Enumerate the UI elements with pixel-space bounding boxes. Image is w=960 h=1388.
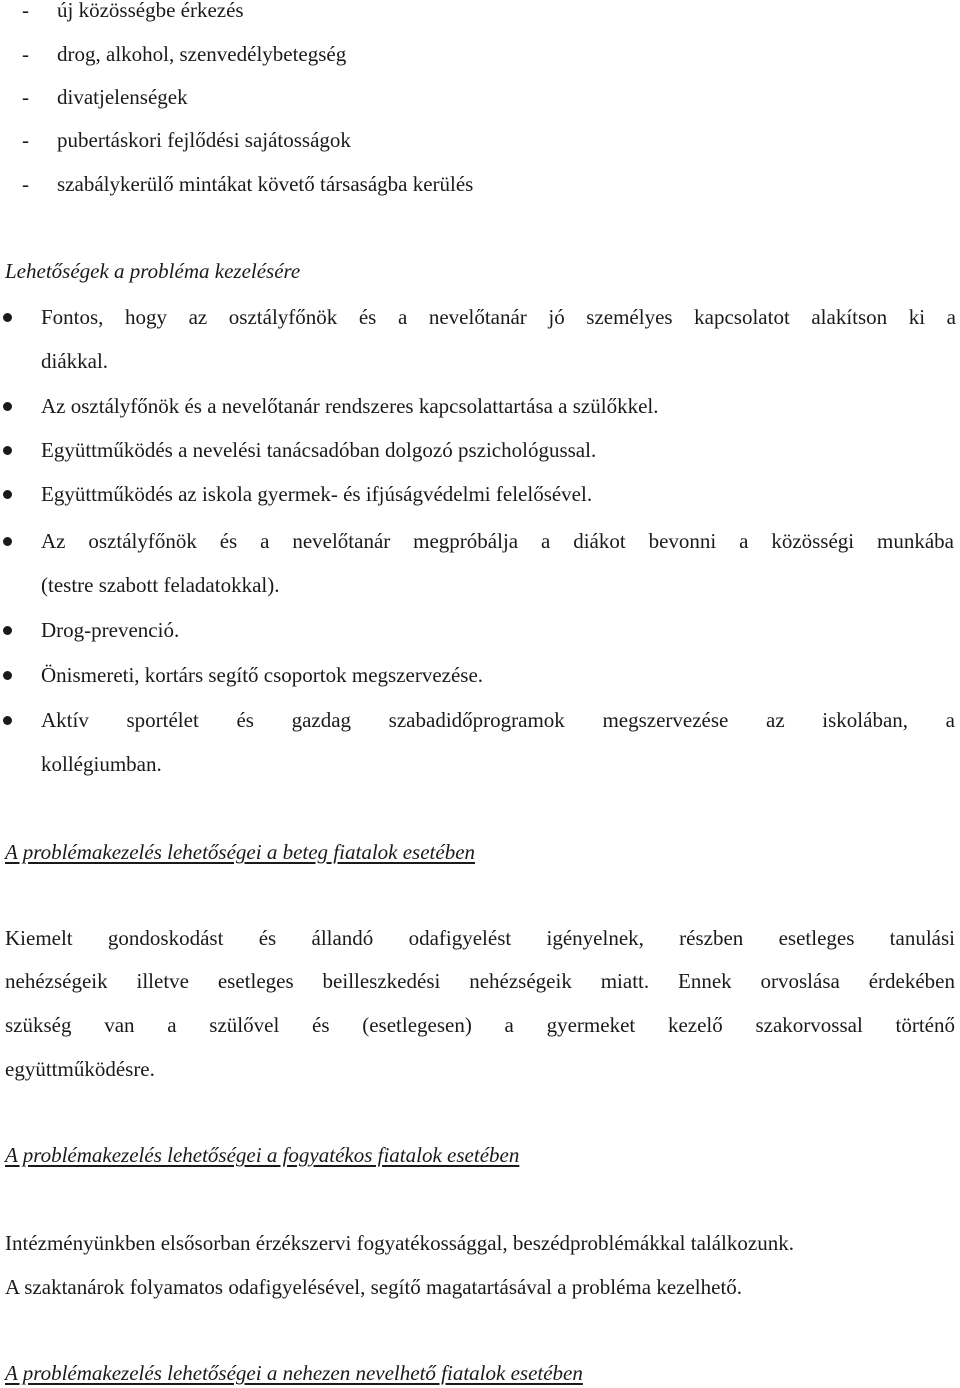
bullet-text: Együttműködés az iskola gyermek- és ifjúságvédelmi felelősével. xyxy=(41,482,593,506)
paragraph-line: szükség van a szülővel és (esetlegesen) a gyermeket kezelő szakorvossal történő xyxy=(5,1013,955,1037)
bullet-text-continued: diákkal. xyxy=(41,349,109,373)
bullet-text: Fontos, hogy az osztályfőnök és a nevelőtanár jó személyes kapcsolatot alakítson ki a xyxy=(41,305,956,329)
bullet-text: Önismereti, kortárs segítő csoportok megszervezése. xyxy=(41,663,484,687)
paragraph-line: együttműködésre. xyxy=(5,1057,155,1081)
bullet-icon xyxy=(3,671,12,680)
paragraph-line: A szaktanárok folyamatos odafigyelésével, segítő magatartásával a probléma kezelhető. xyxy=(5,1275,743,1299)
dash-marker: - xyxy=(22,172,29,196)
bullet-icon xyxy=(3,716,12,725)
list-item-text: szabálykerülő mintákat követő társaságba kerülés xyxy=(57,172,474,196)
bullet-icon xyxy=(3,626,12,635)
bullet-icon xyxy=(3,537,12,546)
dash-marker: - xyxy=(22,0,29,22)
section-heading: Lehetőségek a probléma kezelésére xyxy=(5,259,301,283)
paragraph-line: nehézségeik illetve esetleges beilleszkedési nehézségeik miatt. Ennek orvoslása érdekében xyxy=(5,969,955,993)
bullet-text-continued: (testre szabott feladatokkal). xyxy=(41,573,280,597)
bullet-text: Együttműködés a nevelési tanácsadóban dolgozó pszichológussal. xyxy=(41,438,597,462)
paragraph-line: Intézményünkben elsősorban érzékszervi fogyatékossággal, beszédproblémákkal találkozunk. xyxy=(5,1231,794,1255)
section-heading: A problémakezelés lehetőségei a beteg fiatalok esetében xyxy=(5,840,476,864)
list-item-text: drog, alkohol, szenvedélybetegség xyxy=(57,42,347,66)
bullet-icon xyxy=(3,446,12,455)
dash-marker: - xyxy=(22,128,29,152)
bullet-text: Aktív sportélet és gazdag szabadidőprogramok megszervezése az iskolában, a xyxy=(41,708,955,732)
bullet-text-continued: kollégiumban. xyxy=(41,752,162,776)
section-heading: A problémakezelés lehetőségei a nehezen nevelhető fiatalok esetében xyxy=(5,1361,583,1385)
dash-marker: - xyxy=(22,42,29,66)
list-item-text: új közösségbe érkezés xyxy=(57,0,244,22)
section-heading: A problémakezelés lehetőségei a fogyatékos fiatalok esetében xyxy=(5,1143,520,1167)
bullet-text: Drog-prevenció. xyxy=(41,618,180,642)
bullet-icon xyxy=(3,313,12,322)
paragraph-line: Kiemelt gondoskodást és állandó odafigyelést igényelnek, részben esetleges tanulási xyxy=(5,926,955,950)
dash-marker: - xyxy=(22,85,29,109)
bullet-text: Az osztályfőnök és a nevelőtanár megpróbálja a diákot bevonni a közösségi munkába xyxy=(41,529,954,553)
list-item-text: divatjelenségek xyxy=(57,85,188,109)
bullet-icon xyxy=(3,402,12,411)
list-item-text: pubertáskori fejlődési sajátosságok xyxy=(57,128,351,152)
bullet-text: Az osztályfőnök és a nevelőtanár rendszeres kapcsolattartása a szülőkkel. xyxy=(41,394,659,418)
bullet-icon xyxy=(3,490,12,499)
